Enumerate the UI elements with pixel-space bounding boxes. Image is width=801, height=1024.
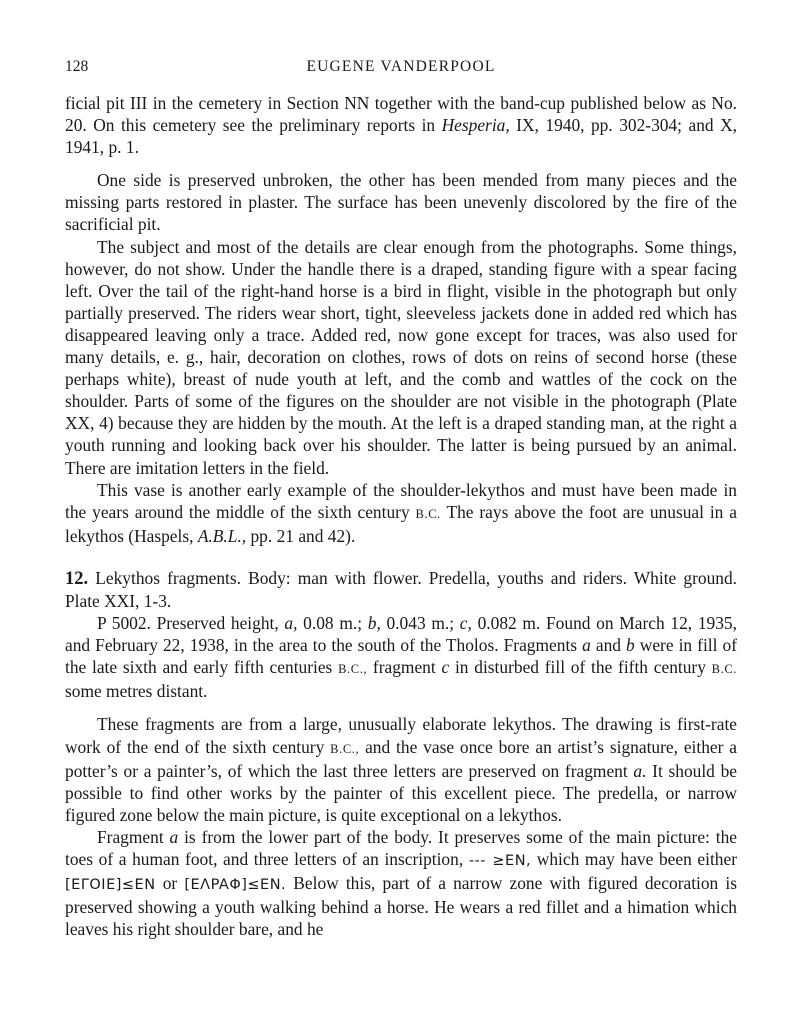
catalogue-entry-12: 12. Lekythos fragments. Body: man with flower. Predella, youths and riders. White ground. Plate XXI, 1-3. (65, 567, 737, 611)
page-number: 128 (65, 58, 89, 75)
paragraph-description: These fragments are from a large, unusually elaborate lekythos. The drawing is first-rate work of the end of the sixth century B.C., and the vase once bore an artist’s signature, either a potter’s or a painter’s, of which the last three letters are preserved on fragment a. It should be possible to find other works by the painter of this excellent piece. The predella, or narrow figured zone below the main picture, is quite exceptional on a lekythos. (65, 714, 737, 825)
article-body (65, 92, 737, 940)
paragraph-condition: One side is preserved unbroken, the other has been mended from many pieces and the missing parts restored in plaster. The surface has been unevenly discolored by the fire of the sacrificial pit. (65, 170, 737, 235)
paragraph-inventory: P 5002. Preserved height, a, 0.08 m.; b, 0.043 m.; c, 0.082 m. Found on March 12, 1935, and February 22, 1938, in the area to the south of the Tholos. Fragments a and b were in fill of the late sixth and early fifth centuries B.C., fragment c in disturbed fill of the fifth century B.C. some metres distant. (65, 613, 737, 702)
entry-number: 12. (65, 568, 89, 589)
running-head: EUGENE VANDERPOOL (306, 58, 496, 75)
paragraph-fragment-a: Fragment a is from the lower part of the body. It preserves some of the main picture: the toes of a human foot, and three letters of an inscription, --- ≥EN, which may have been either [EΓOIE]≤EN or [EΛPAΦ]≤EN. Below this, part of a narrow zone with figured decoration is preserved showing a youth walking behind a horse. He wears a red fillet and a himation which leaves his right shoulder bare, and he (65, 826, 737, 940)
inscription: --- ≥EN, (468, 853, 532, 869)
paragraph-continued: ficial pit III in the cemetery in Section NN together with the band-cup published below as No. 20. On this cemetery see the preliminary reports in Hesperia, IX, 1940, pp. 302-304; and X, 1941, p. 1. (65, 93, 738, 158)
page-header (65, 58, 737, 80)
abbreviation: A.B.L., (197, 525, 247, 546)
inscription-restoration: [EΛPAΦ]≤EN. (184, 877, 287, 894)
paragraph-dating: This vase is another early example of the shoulder-lekythos and must have been made in the years around the middle of the sixth century B.C. The rays above the foot are unusual in a lekythos (Haspels, A.B.L., pp. 21 and 42). (65, 479, 737, 546)
paragraph-subject: The subject and most of the details are clear enough from the photographs. Some things, however, do not show. Under the handle there is a draped, standing figure with a spear facing left. Over the tail of the right-hand horse is a bird in flight, visible in the photograph but only partially preserved. The riders wear short, tight, sleeveless jackets done in added red which has disappeared leaving only a trace. Added red, now gone except for traces, was also used for many details, e. g., hair, decoration on clothes, rows of dots on reins of second horse (these perhaps white), breast of nude youth at left, and the comb and wattles of the cock on the shoulder. Parts of some of the figures on the shoulder are not visible in the photograph (Plate XX, 4) because they are hidden by the mouth. At the left is a draped standing man, at the right a youth running and looking back over his shoulder. The latter is being pursued by an animal. There are imitation letters in the field. (65, 236, 737, 478)
inscription-restoration: [EΓOIE]≤EN (65, 877, 156, 894)
journal-title: Hesperia, (441, 115, 510, 136)
section-label: NN (344, 93, 370, 113)
